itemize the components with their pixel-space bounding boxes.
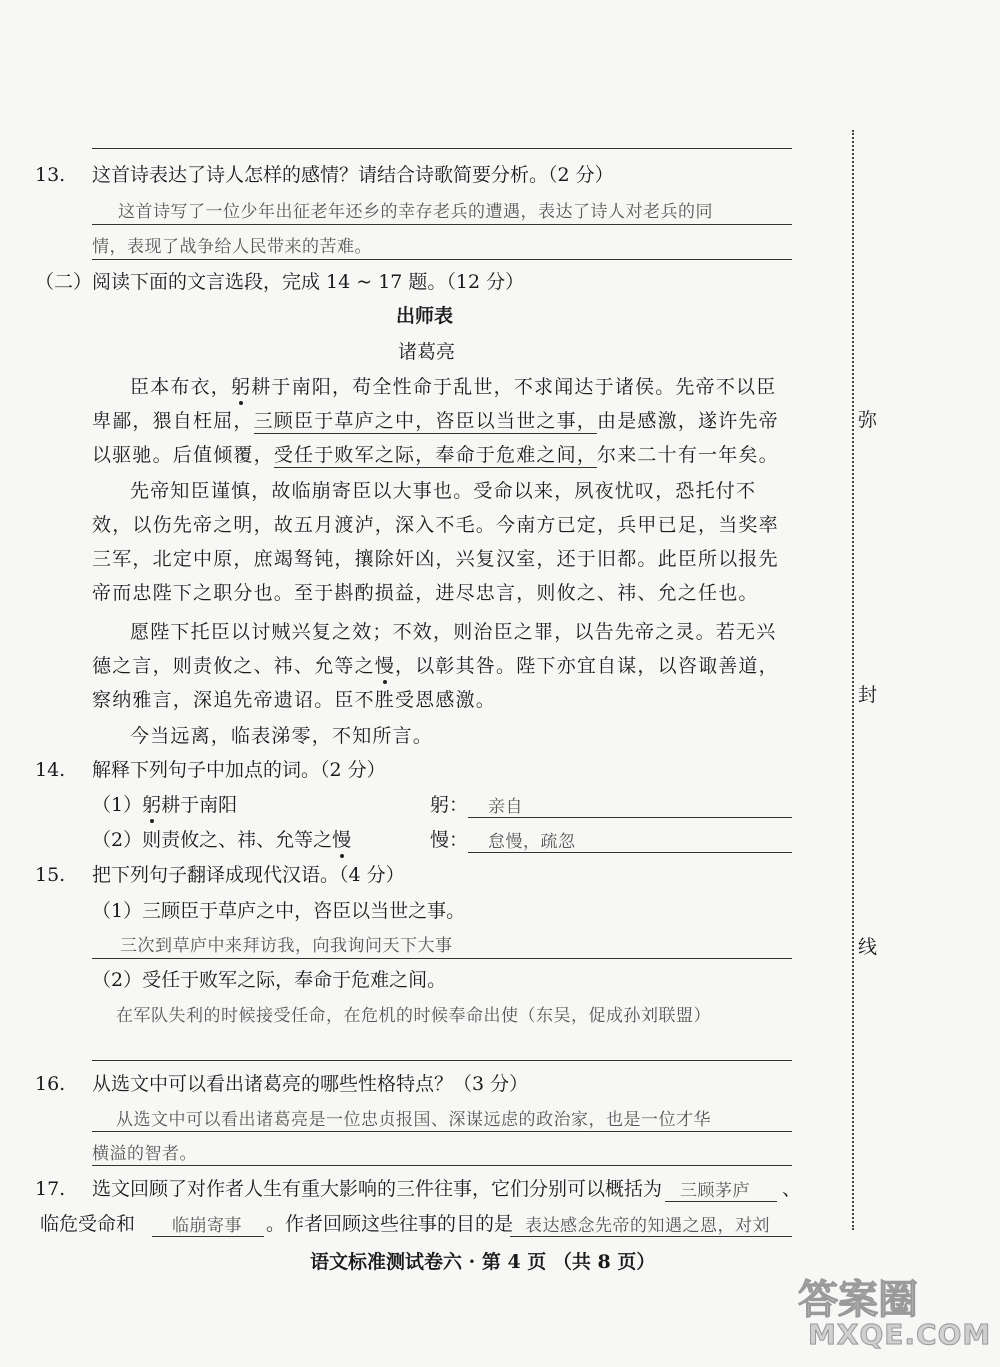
underlined-sentence-2: 受任于败军之际，奉命于危难之间，	[273, 444, 598, 466]
p1-text-d: 由是感激，遂许先帝以驱驰。后值倾覆，	[92, 410, 779, 466]
page-footer: 语文标准测试卷六 · 第 4 页 （共 8 页）	[310, 1251, 656, 1273]
q15-answer2-rule	[92, 1060, 792, 1061]
passage-author: 诸葛亮	[398, 341, 456, 363]
q17-blank1-rule	[665, 1201, 777, 1202]
q16-prompt: 从选文中可以看出诸葛亮的哪些性格特点？（3 分）	[92, 1073, 529, 1095]
watermark-text: 答案圈	[798, 1277, 918, 1323]
q13-number: 13.	[35, 164, 66, 186]
passage-paragraph-3	[92, 615, 792, 717]
q16-answer-line1: 从选文中可以看出诸葛亮是一位忠贞报国、深谋远虑的政治家，也是一位才华	[116, 1110, 711, 1130]
watermark-url: MXQE.COM	[808, 1318, 992, 1351]
q13-answer-rule1	[92, 224, 792, 225]
side-label-mi: 弥	[858, 409, 878, 431]
passage-paragraph-2: 先帝知臣谨慎，故临崩寄臣以大事也。受命以来，夙夜忧叹，恐托付不效，以伤先帝之明，故五月渡泸，深入不毛。今南方已定，兵甲已足，当奖率三军，北定中原，庶竭驽钝，攘除奸凶，兴复汉室，还于旧都。此臣所以报先帝而忠陛下之职分也。至于斟酌损益，进尽忠言，则攸之、祎、允之任也。	[92, 480, 779, 604]
q15-answer2: 在军队失利的时候接受任命，在危机的时候奉命出使（东吴，促成孙刘联盟）	[116, 1006, 711, 1026]
q16-answer-rule2	[92, 1165, 792, 1166]
answer-line-top	[92, 148, 792, 149]
side-label-feng: 封	[858, 684, 878, 706]
q13-answer-rule2	[92, 259, 792, 260]
q17-text-d: 。作者回顾这些往事的目的是	[266, 1213, 514, 1235]
p1-text-c: 耕于南阳，苟全性命于乱世，不求闻达于诸侯。先帝不以臣卑鄙，猥自枉屈，	[92, 376, 777, 432]
q14-item1-answer: 亲自	[488, 797, 523, 817]
q14-item2	[92, 828, 351, 852]
q13-answer-line2: 情，表现了战争给人民带来的苦难。	[92, 237, 372, 257]
dotted-word-man: 慢	[374, 655, 396, 677]
q17-blank1-answer: 三顾茅庐	[680, 1181, 750, 1201]
section2-heading: （二）阅读下面的文言选段，完成 14 ~ 17 题。（12 分）	[35, 271, 525, 293]
q17-blank2-rule	[152, 1236, 264, 1237]
side-label-xian: 线	[858, 936, 878, 958]
q16-answer-line2: 横溢的智者。	[92, 1144, 197, 1164]
watermark-logo	[798, 1268, 993, 1358]
q17-blank3-answer: 表达感念先帝的知遇之恩，对刘	[525, 1216, 770, 1236]
underlined-sentence-1: 三顾臣于草庐之中，咨臣以当世之事，	[253, 410, 598, 432]
q14-item2-answer: 怠慢，疏忽	[488, 832, 576, 852]
q14-item1	[92, 793, 237, 817]
q17-text-b: 、	[782, 1178, 802, 1200]
q17-blank2-answer: 临崩寄事	[172, 1216, 242, 1236]
q14-item2-rule	[468, 852, 792, 853]
q14-item2-pre: （2）则责攸之、祎、允等之	[92, 829, 333, 851]
q14-item1-word: 躬：	[430, 794, 469, 816]
p1-text-a: 臣本布衣，	[130, 376, 232, 398]
q15-item2: （2）受任于败军之际，奉命于危难之间。	[92, 969, 447, 991]
binding-dotted-line	[852, 130, 854, 1230]
q17-number: 17.	[35, 1178, 66, 1200]
q15-item1: （1）三顾臣于草庐之中，咨臣以当世之事。	[92, 900, 466, 922]
q14-item1-post: 耕于南阳	[161, 794, 238, 816]
q17-text-c: 临危受命和	[40, 1213, 136, 1235]
q14-item2-dotted: 慢	[332, 829, 352, 851]
p1-text-e: 尔来二十有一年矣。	[597, 444, 779, 466]
q17-text-a: 选文回顾了对作者人生有重大影响的三件往事，它们分别可以概括为	[92, 1178, 663, 1200]
q14-item1-dotted: 躬	[142, 794, 162, 816]
q15-answer1-rule	[92, 958, 792, 959]
dotted-word-gong: 躬	[231, 376, 252, 398]
q16-answer-rule1	[92, 1131, 792, 1132]
passage-title: 出师表	[396, 305, 454, 327]
passage-paragraph-1	[92, 370, 792, 472]
q14-item1-pre: （1）	[92, 794, 143, 816]
q13-prompt: 这首诗表达了诗人怎样的感情？请结合诗歌简要分析。（2 分）	[92, 164, 614, 186]
q14-item1-rule	[468, 817, 792, 818]
passage-paragraph-4: 今当远离，临表涕零，不知所言。	[130, 725, 434, 747]
q17-blank3-rule	[510, 1236, 792, 1237]
q13-answer-line1: 这首诗写了一位少年出征老年还乡的幸存老兵的遭遇，表达了诗人对老兵的同	[118, 202, 713, 222]
q14-item2-word: 慢：	[430, 829, 469, 851]
p3-text-c: ，以彰其咎。陛下亦宜自谋，以咨诹善道，察纳雅言，深追先帝遗诏。臣不胜受恩感激。	[92, 655, 779, 711]
p3-text-a: 愿陛下托臣以讨贼兴复之效；不效，则治臣之罪，以告先帝之灵。若无兴德之言，则责攸之、祎、允等之	[92, 621, 777, 677]
q14-prompt: 解释下列句子中加点的词。（2 分）	[92, 759, 386, 781]
q16-number: 16.	[35, 1073, 66, 1095]
q15-prompt: 把下列句子翻译成现代汉语。（4 分）	[92, 864, 405, 886]
q15-answer1: 三次到草庐中来拜访我，向我询问天下大事	[120, 936, 453, 956]
q14-number: 14.	[35, 759, 66, 781]
q15-number: 15.	[35, 864, 66, 886]
